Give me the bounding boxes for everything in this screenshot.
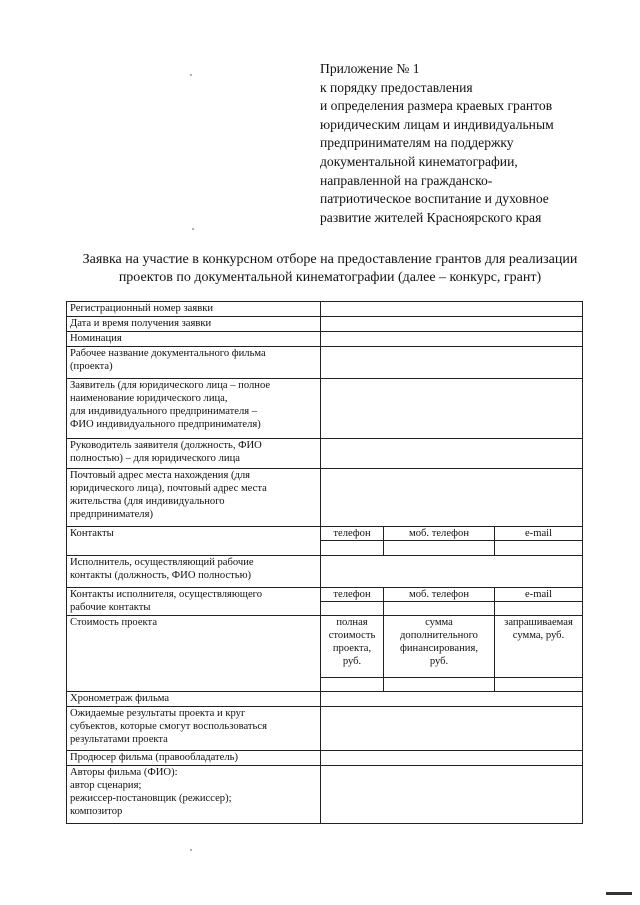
row-label: Контакты исполнителя, осуществляющего рабочие контакты — [67, 588, 321, 616]
value-cell — [321, 751, 583, 766]
value-cell — [321, 707, 583, 751]
value-cell — [321, 317, 583, 332]
sub-header-full-cost: полная стоимость проекта, руб. — [321, 616, 384, 678]
table-row — [67, 751, 583, 766]
value-cell — [321, 766, 583, 824]
row-label: Номинация — [67, 332, 321, 347]
document-title — [60, 251, 600, 287]
table-row — [67, 469, 583, 527]
value-cell — [495, 678, 583, 692]
value-cell — [321, 469, 583, 527]
table-row — [67, 616, 583, 678]
appendix-line: развитие жителей Красноярского края — [320, 209, 542, 225]
title-line: проектов по документальной кинематографии (далее – конкурс, грант) — [118, 270, 542, 285]
title-line: Заявка на участие в конкурсном отборе на предоставление грантов для реализации — [82, 252, 578, 267]
row-label: Хронометраж фильма — [67, 692, 321, 707]
value-cell — [321, 602, 384, 616]
value-cell — [321, 379, 583, 439]
table-row — [67, 692, 583, 707]
value-cell — [321, 678, 384, 692]
row-label: Стоимость проекта — [67, 616, 321, 692]
table-row — [67, 556, 583, 588]
row-label: Контакты — [67, 527, 321, 556]
value-cell — [384, 541, 495, 556]
scan-edge-mark — [606, 892, 632, 895]
row-label: Руководитель заявителя (должность, ФИО полностью) – для юридического лица — [67, 439, 321, 469]
appendix-header — [320, 60, 620, 227]
row-label: Дата и время получения заявки — [67, 317, 321, 332]
row-label: Регистрационный номер заявки — [67, 302, 321, 317]
scan-speck — [192, 228, 194, 230]
sub-header-mobile: моб. телефон — [384, 588, 495, 602]
appendix-line: патриотическое воспитание и духовное — [320, 191, 549, 207]
value-cell — [321, 347, 583, 379]
table-row — [67, 766, 583, 824]
row-label: Продюсер фильма (правообладатель) — [67, 751, 321, 766]
table-row — [67, 588, 583, 602]
appendix-line: направленной на гражданско- — [320, 172, 493, 188]
appendix-line: и определения размера краевых грантов — [320, 98, 553, 114]
appendix-line: Приложение № 1 — [320, 61, 420, 76]
value-cell — [495, 541, 583, 556]
scan-speck — [190, 74, 192, 76]
row-label: Исполнитель, осуществляющий рабочие контакты (должность, ФИО полностью) — [67, 556, 321, 588]
value-cell — [321, 332, 583, 347]
table-row — [67, 527, 583, 541]
scan-speck — [190, 849, 192, 851]
row-label: Заявитель (для юридического лица – полное наименование юридического лица, для индивидуального предпринимателя – ФИО индивидуального предпринимателя) — [67, 379, 321, 439]
value-cell — [384, 678, 495, 692]
row-label: Почтовый адрес места нахождения (для юридического лица), почтовый адрес места жительства (для индивидуального предпринимателя) — [67, 469, 321, 527]
sub-header-extra-funding: сумма дополнительного финансирования, руб. — [384, 616, 495, 678]
value-cell — [495, 602, 583, 616]
table-row — [67, 302, 583, 317]
value-cell — [321, 556, 583, 588]
row-label: Ожидаемые результаты проекта и круг субъектов, которые смогут воспользоваться результатами проекта — [67, 707, 321, 751]
row-label: Авторы фильма (ФИО): автор сценария; режиссер-постановщик (режиссер); композитор — [67, 766, 321, 824]
table-row — [67, 379, 583, 439]
application-form-table — [66, 301, 583, 824]
sub-header-mobile: моб. телефон — [384, 527, 495, 541]
value-cell — [384, 602, 495, 616]
appendix-line: документальной кинематографии, — [320, 153, 518, 169]
sub-header-email: e-mail — [495, 588, 583, 602]
sub-header-requested-sum: запрашиваемая сумма, руб. — [495, 616, 583, 678]
appendix-line: юридическим лицам и индивидуальным — [320, 116, 554, 132]
table-row — [67, 347, 583, 379]
value-cell — [321, 302, 583, 317]
table-row — [67, 332, 583, 347]
sub-header-phone: телефон — [321, 588, 384, 602]
table-row — [67, 439, 583, 469]
appendix-line: к порядку предоставления — [320, 79, 473, 95]
value-cell — [321, 692, 583, 707]
value-cell — [321, 439, 583, 469]
value-cell — [321, 541, 384, 556]
sub-header-phone: телефон — [321, 527, 384, 541]
appendix-line: предпринимателям на поддержку — [320, 135, 514, 151]
table-row — [67, 707, 583, 751]
row-label: Рабочее название документального фильма (проекта) — [67, 347, 321, 379]
sub-header-email: e-mail — [495, 527, 583, 541]
table-row — [67, 317, 583, 332]
